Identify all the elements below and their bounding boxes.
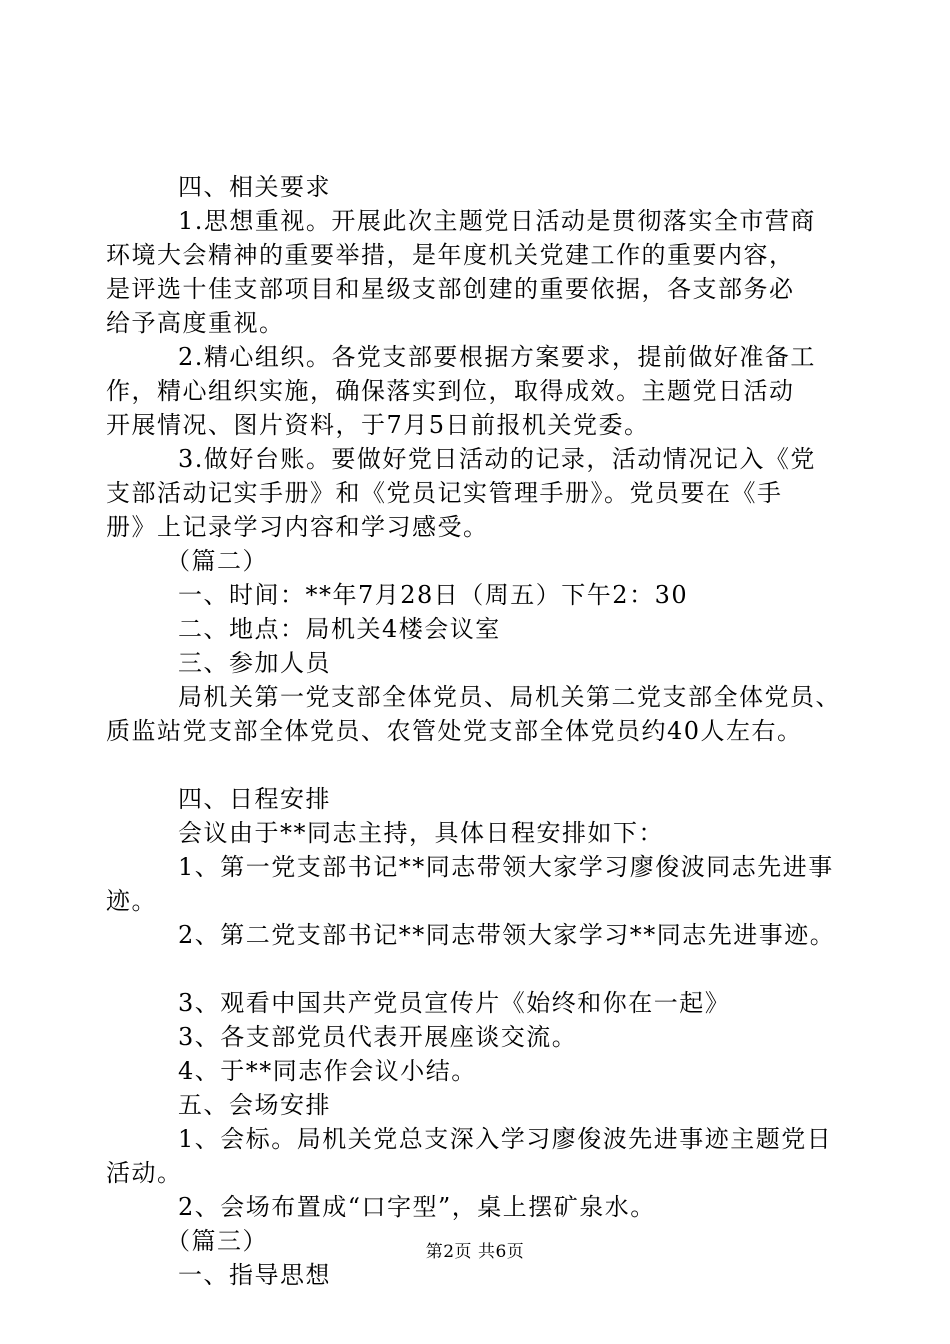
paragraph-line: 给予高度重视。 xyxy=(106,309,285,337)
paragraph-line: 1.思想重视。开展此次主题党日活动是贯彻落实全市营商 xyxy=(178,207,816,235)
list-item: 2、会场布置成“口字型”，桌上摆矿泉水。 xyxy=(178,1193,656,1221)
blank-line xyxy=(106,748,841,782)
list-item: 3、观看中国共产党员宣传片《始终和你在一起》 xyxy=(178,989,731,1017)
paragraph-line: 会议由于**同志主持，具体日程安排如下： xyxy=(178,819,664,847)
section-heading: 二、地点：局机关4楼会议室 xyxy=(178,615,501,643)
section-heading: 四、日程安排 xyxy=(178,785,331,813)
paragraph-line: 支部活动记实手册》和《党员记实管理手册》。党员要在《手 xyxy=(106,479,783,507)
paragraph-line: 质监站党支部全体党员、农管处党支部全体党员约40人左右。 xyxy=(106,717,803,745)
paragraph-line: 2.精心组织。各党支部要根据方案要求，提前做好准备工 xyxy=(178,343,816,371)
paragraph-line: 是评选十佳支部项目和星级支部创建的重要依据，各支部务必 xyxy=(106,275,795,303)
paragraph-line: 3.做好台账。要做好党日活动的记录，活动情况记入《党 xyxy=(178,445,816,473)
paragraph-line: 作，精心组织实施，确保落实到位，取得成效。主题党日活动 xyxy=(106,377,795,405)
paragraph-line: 册》上记录学习内容和学习感受。 xyxy=(106,513,489,541)
section-heading: 一、时间：**年7月28日（周五）下午2：30 xyxy=(178,581,689,609)
document-body xyxy=(106,170,841,1292)
section-heading: 一、指导思想 xyxy=(178,1261,331,1289)
list-item: 2、第二党支部书记**同志带领大家学习**同志先进事迹。 xyxy=(178,921,836,949)
paragraph-line: 环境大会精神的重要举措，是年度机关党建工作的重要内容， xyxy=(106,241,795,269)
list-item: 1、会标。局机关党总支深入学习廖俊波先进事迹主题党日 xyxy=(178,1125,833,1153)
list-item: 4、于**同志作会议小结。 xyxy=(178,1057,477,1085)
section-heading: 四、相关要求 xyxy=(178,173,331,201)
paragraph-line: 开展情况、图片资料，于7月5日前报机关党委。 xyxy=(106,411,650,439)
list-item: 活动。 xyxy=(106,1159,183,1187)
page-number-footer: 第2页 共6页 xyxy=(425,1242,525,1262)
list-item: 迹。 xyxy=(106,887,157,915)
paragraph-line: 局机关第一党支部全体党员、局机关第二党支部全体党员、 xyxy=(178,683,841,711)
blank-line xyxy=(106,952,841,986)
section-heading: 三、参加人员 xyxy=(178,649,331,677)
list-item: 3、各支部党员代表开展座谈交流。 xyxy=(178,1023,578,1051)
section-marker: （篇二） xyxy=(166,547,268,575)
section-heading: 五、会场安排 xyxy=(178,1091,331,1119)
list-item: 1、第一党支部书记**同志带领大家学习廖俊波同志先进事 xyxy=(178,853,834,881)
section-marker: （篇三） xyxy=(166,1227,268,1255)
